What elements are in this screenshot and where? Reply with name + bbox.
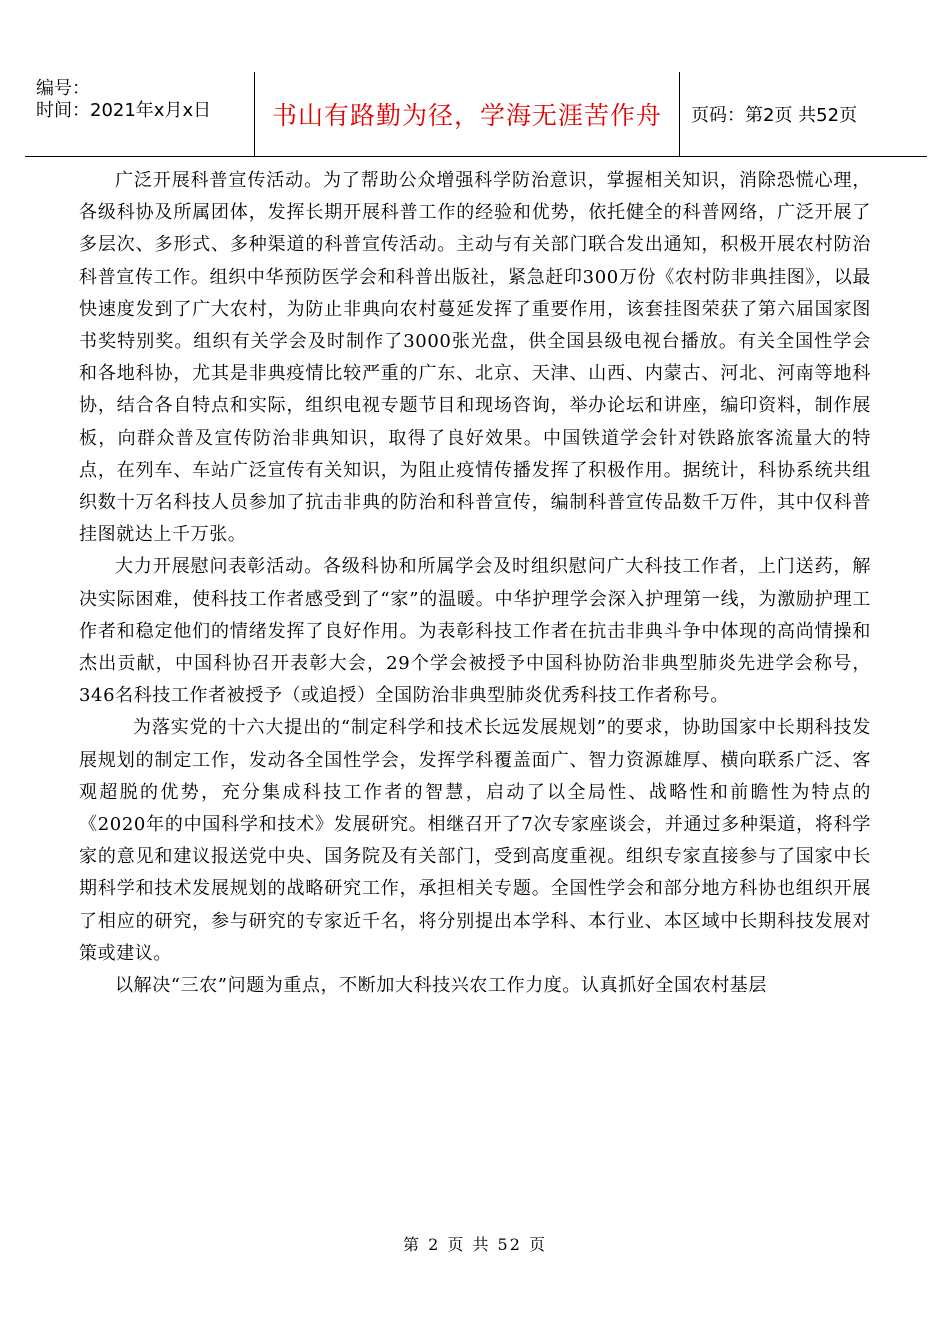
header-motto-cell: [254, 72, 680, 156]
header-page-code-cell: [679, 72, 927, 156]
footer-page-number: 第 2 页 共 52 页: [403, 1235, 547, 1254]
page-footer: [0, 1232, 950, 1255]
paragraph-agriculture: 以解决“三农”问题为重点，不断加大科技兴农工作力度。认真抓好全国农村基层: [115, 975, 768, 997]
paragraph-development-plan: 为落实党的十六大提出的“制定科学和技术长远发展规划”的要求，协助国家中长期科技发展规划的制定工作，发动各全国性学会，发挥学科覆盖面广、智力资源雄厚、横向联系广泛、客观超脱的优势，充分集成科技工作者的智慧，启动了以全局性、战略性和前瞻性为特点的《2020年的中国科学和技术》发展研究。相继召开了7次专家座谈会，并通过多种渠道，将科学家的意见和建议报送党中央、国务院及有关部门，受到高度重视。组织专家直接参与了国家中长期科学和技术发展规划的战略研究工作，承担相关专题。全国性学会和部分地方科协也组织开展了相应的研究，参与研究的专家近千名，将分别提出本学科、本行业、本区域中长期科技发展对策或建议。: [79, 717, 871, 964]
paragraph-condolence-commendation: 大力开展慰问表彰活动。各级科协和所属学会及时组织慰问广大科技工作者，上门送药，解决实际困难，使科技工作者感受到了“家”的温暖。中华护理学会深入护理第一线，为激励护理工作者和稳定他们的情绪发挥了良好作用。为表彰科技工作者在抗击非典斗争中体现的高尚情操和杰出贡献，中国科协召开表彰大会，29个学会被授予中国科协防治非典型肺炎先进学会称号，346名科技工作者被授予（或追授）全国防治非典型肺炎优秀科技工作者称号。: [79, 556, 871, 707]
page-code: 页码：第2页 共52页: [691, 105, 858, 126]
serial-label: 编号：: [36, 78, 90, 99]
paragraph-science-promotion: 广泛开展科普宣传活动。为了帮助公众增强科学防治意识，掌握相关知识，消除恐慌心理，各级科协及所属团体，发挥长期开展科普工作的经验和优势，依托健全的科普网络，广泛开展了多层次、多形式、多种渠道的科普宣传活动。主动与有关部门联合发出通知，积极开展农村防治科普宣传工作。组织中华预防医学会和科普出版社，紧急赶印300万份《农村防非典挂图》，以最快速度发到了广大农村，为防止非典向农村蔓延发挥了重要作用，该套挂图荣获了第六届国家图书奖特别奖。组织有关学会及时制作了3000张光盘，供全国县级电视台播放。有关全国性学会和各地科协，尤其是非典疫情比较严重的广东、北京、天津、山西、内蒙古、河北、河南等地科协，结合各自特点和实际，组织电视专题节目和现场咨询，举办论坛和讲座，编印资料，制作展板，向群众普及宣传防治非典知识，取得了良好效果。中国铁道学会针对铁路旅客流量大的特点，在列车、车站广泛宣传有关知识，为阻止疫情传播发挥了积极作用。据统计，科协系统共组织数十万名科技人员参加了抗击非典的防治和科普宣传，编制科普宣传品数千万件，其中仅科普挂图就达上千万张。: [79, 170, 871, 546]
document-body: [79, 165, 871, 1002]
time-label: 时间：2021年x月x日: [36, 100, 212, 121]
header-meta: [36, 78, 264, 122]
motto: 书山有路勤为径，学海无涯苦作舟: [271, 101, 662, 130]
page-header: [25, 72, 927, 157]
